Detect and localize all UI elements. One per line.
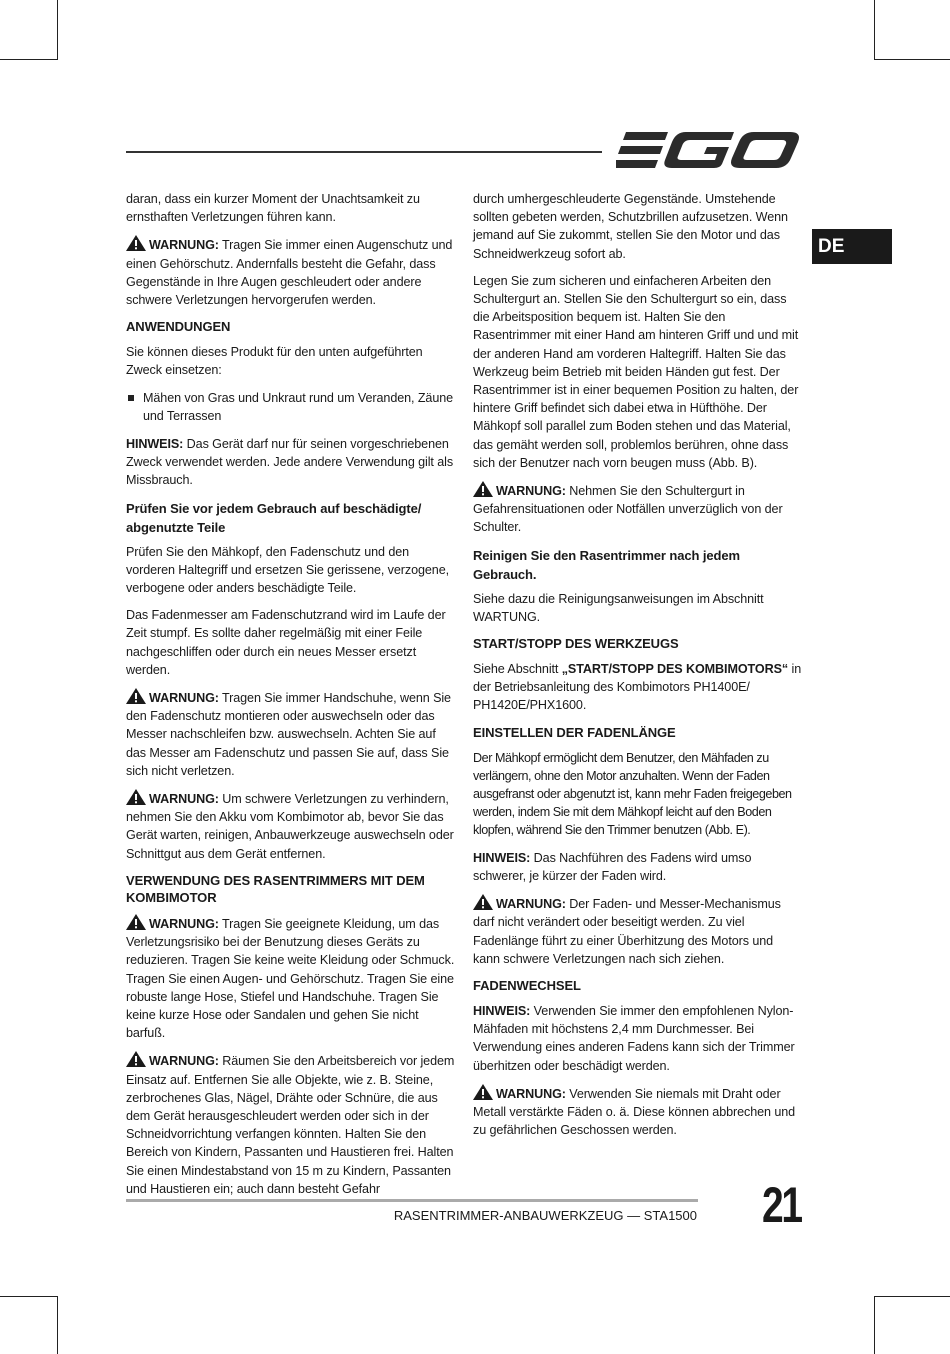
- warning-paragraph: [473, 481, 803, 537]
- warning-text: Tragen Sie geeignete Kleidung, um das Verletzungsrisiko bei der Benutzung dieses Geräts zu reduzieren. Tragen Sie keine weite Kleidung oder Schmuck. Tragen Sie einen Augen- und Gehörschutz. Tragen Sie eine robuste lange Hose, Stiefel und Handschuhe. Tragen Sie keine kurze Hose oder Sandalen und gehen Sie nicht barfuß.: [126, 916, 455, 1041]
- warning-text: Nehmen Sie den Schultergurt in Gefahrensituationen oder Notfällen unverzüglich von der Schulter.: [473, 484, 783, 535]
- warning-icon: [126, 1051, 146, 1067]
- warning-label: WARNUNG:: [149, 691, 219, 706]
- warning-label: WARNUNG:: [496, 484, 566, 499]
- note-paragraph: [126, 435, 456, 490]
- bullet-list: [126, 389, 456, 425]
- warning-text: Tragen Sie immer Handschuhe, wenn Sie den Fadenschutz montieren oder auswechseln oder das Messer nachschleifen bzw. auswechseln. Achten Sie auf das Messer am Fadenschutz und passen Sie auf, dass Sie sich nicht verletzen.: [126, 691, 451, 778]
- note-text: Das Gerät darf nur für seinen vorgeschriebenen Zweck verwendet werden. Jede andere Verwendung gilt als Missbrauch.: [126, 437, 454, 488]
- warning-paragraph: [126, 688, 456, 780]
- subsection-heading: Prüfen Sie vor jedem Gebrauch auf beschädigte/ abgenutzte Teile: [126, 500, 422, 535]
- warning-text: Tragen Sie immer einen Augenschutz und einen Gehörschutz. Andernfalls besteht die Gefahr, dass Gegenstände in Ihre Augen geschleudert oder andere schwere Verletzungen hervorgerufen werden.: [126, 238, 453, 308]
- warning-icon: [473, 894, 493, 910]
- body-paragraph: Prüfen Sie den Mähkopf, den Fadenschutz und den vorderen Haltegriff und ersetzen Sie gerissene, verzogene, verbogene oder anders beschädigte Teile.: [126, 544, 449, 596]
- warning-text: Verwenden Sie niemals mit Draht oder Metall verstärkte Fäden o. ä. Diese können abbrechen und zu gefährlichen Geschossen werden.: [473, 1086, 796, 1138]
- note-label: HINWEIS:: [126, 437, 184, 452]
- reference-paragraph: [473, 660, 803, 715]
- right-column: [473, 190, 803, 1148]
- language-tab: DE: [812, 229, 892, 264]
- body-paragraph: Siehe dazu die Reinigungsanweisungen im Abschnitt WARTUNG.: [473, 591, 764, 624]
- header-rule: [126, 151, 602, 153]
- footer-title: RASENTRIMMER-ANBAUWERKZEUG — STA1500: [393, 1208, 697, 1223]
- note-label: HINWEIS:: [473, 850, 531, 865]
- warning-icon: [126, 789, 146, 805]
- list-item: Mähen von Gras und Unkraut rund um Veranden, Zäune und Terrassen: [126, 389, 456, 425]
- ref-prefix: Siehe Abschnitt: [473, 662, 562, 677]
- left-column: [126, 190, 456, 1207]
- warning-icon: [473, 1084, 493, 1100]
- warning-text: Der Faden- und Messer-Mechanismus darf nicht verändert oder beseitigt werden. Zu viel Fadenlänge führt zu einer Überhitzung des Motors und kann schwere Verletzungen nach sich ziehen.: [473, 897, 781, 966]
- crop-mark: [57, 0, 58, 60]
- warning-label: WARNUNG:: [149, 1054, 219, 1069]
- warning-icon: [126, 914, 146, 930]
- crop-mark: [874, 1296, 875, 1354]
- warning-text: Räumen Sie den Arbeitsbereich vor jedem Einsatz auf. Entfernen Sie alle Objekte, wie z. B. Steine, zerbrochenes Glas, Nägel, Drähte oder Schnüre, die aus dem Gerät herausgeschleudert werden oder sich in der Schneidvorrichtung verfangen könnten. Halten Sie den Bereich von Kindern, Passanten und Haustieren frei. Halten Sie einen Mindestabstand von 15 m zu Kindern, Passanten und Haustieren ein; auch dann besteht Gefahr: [126, 1054, 455, 1196]
- crop-mark: [0, 59, 58, 60]
- body-paragraph: daran, dass ein kurzer Moment der Unachtsamkeit zu ernsthaften Verletzungen führen kann.: [126, 192, 420, 225]
- warning-label: WARNUNG:: [496, 897, 566, 912]
- note-label: HINWEIS:: [473, 1003, 531, 1018]
- subsection-heading: Reinigen Sie den Rasentrimmer nach jedem Gebrauch.: [473, 547, 740, 582]
- warning-paragraph: [126, 914, 456, 1042]
- body-paragraph: Sie können dieses Produkt für den unten aufgeführten Zweck einsetzen:: [126, 345, 423, 378]
- warning-label: WARNUNG:: [149, 238, 219, 253]
- warning-label: WARNUNG:: [496, 1086, 566, 1101]
- crop-mark: [874, 1296, 950, 1297]
- note-paragraph: [473, 849, 803, 885]
- crop-mark: [57, 1296, 58, 1354]
- body-paragraph: durch umhergeschleuderte Gegenstände. Umstehende sollten gebeten werden, Schutzbrillen aufzusetzen. Wenn jemand auf Sie zukommt, stellen Sie den Motor und das Schneidwerkzeug sofort ab.: [473, 192, 788, 261]
- warning-paragraph: [126, 1051, 456, 1198]
- warning-paragraph: [473, 894, 803, 968]
- warning-label: WARNUNG:: [149, 916, 219, 931]
- note-text: Verwenden Sie immer den empfohlenen Nylon-Mähfaden mit höchstens 2,4 mm Durchmesser. Bei Verwendung eines anderen Fadens kann sich der Trimmer überhitzen oder beschädigt werden.: [473, 1003, 795, 1073]
- warning-icon: [126, 688, 146, 704]
- footer-rule: [126, 1199, 698, 1202]
- note-paragraph: [473, 1002, 803, 1075]
- body-paragraph: Der Mähkopf ermöglicht dem Benutzer, den Mähfaden zu verlängern, ohne den Motor anzuhalten. Wenn der Faden ausgefranst oder abgenutzt ist, kann mehr Faden freigegeben werden, indem Sie mit dem Mähkopf leicht auf den Boden klopfen, während Sie den Trimmer benutzen (Abb. E).: [473, 750, 792, 838]
- warning-icon: [126, 235, 146, 251]
- body-paragraph: Legen Sie zum sicheren und einfacheren Arbeiten den Schultergurt an. Stellen Sie den Schultergurt so ein, dass die Arbeitsposition bequem ist. Halten Sie den Rasentrimmer mit einer Hand am hinteren Griff und und mit der anderen Hand am vorderen Haltegriff. Halten Sie das Werkzeug beim Betrieb mit beiden Händen gut fest. Der Rasentrimmer ist in einer bequemen Position zu halten, der hintere Griff befindet sich dabei etwa in Hüfthöhe. Der Mähkopf soll parallel zum Boden stehen und das Material, das gemäht werden soll, problemlos berühren, ohne dass sich der Benutzer nach vorn beugen muss (Abb. B).: [473, 273, 799, 470]
- note-text: Das Nachführen des Fadens wird umso schwerer, je kürzer der Faden wird.: [473, 850, 752, 883]
- ref-title: „START/STOPP DES KOMBIMOTORS“: [561, 662, 789, 677]
- warning-label: WARNUNG:: [149, 792, 219, 807]
- crop-mark: [874, 0, 875, 60]
- section-heading: EINSTELLEN DER FADENLÄNGE: [473, 724, 676, 740]
- crop-mark: [0, 1296, 58, 1297]
- ego-logo: [616, 130, 800, 170]
- warning-icon: [473, 481, 493, 497]
- warning-paragraph: [126, 235, 456, 309]
- page-number: 21: [762, 1177, 801, 1233]
- warning-paragraph: [473, 1084, 803, 1140]
- warning-text: Um schwere Verletzungen zu verhindern, nehmen Sie den Akku vom Kombimotor ab, bevor Sie das Gerät warten, reinigen, Anbauwerkzeuge auswechseln oder Schnittgut aus dem Gerät entfernen.: [126, 792, 454, 861]
- ref-text: in der Betriebsanleitung des Kombimotors PH1400E/ PH1420E/PHX1600.: [473, 662, 802, 713]
- section-heading: ANWENDUNGEN: [126, 319, 231, 335]
- crop-mark: [874, 59, 950, 60]
- warning-paragraph: [126, 789, 456, 863]
- section-heading: START/STOPP DES WERKZEUGS: [473, 636, 679, 652]
- section-heading: VERWENDUNG DES RASENTRIMMERS MIT DEM KOMBIMOTOR: [126, 872, 425, 905]
- body-paragraph: Das Fadenmesser am Fadenschutzrand wird im Laufe der Zeit stumpf. Es sollte daher regelmäßig mit einer Feile nachgeschliffen oder durch ein neues Messer ersetzt werden.: [126, 608, 446, 677]
- section-heading: FADENWECHSEL: [473, 977, 581, 993]
